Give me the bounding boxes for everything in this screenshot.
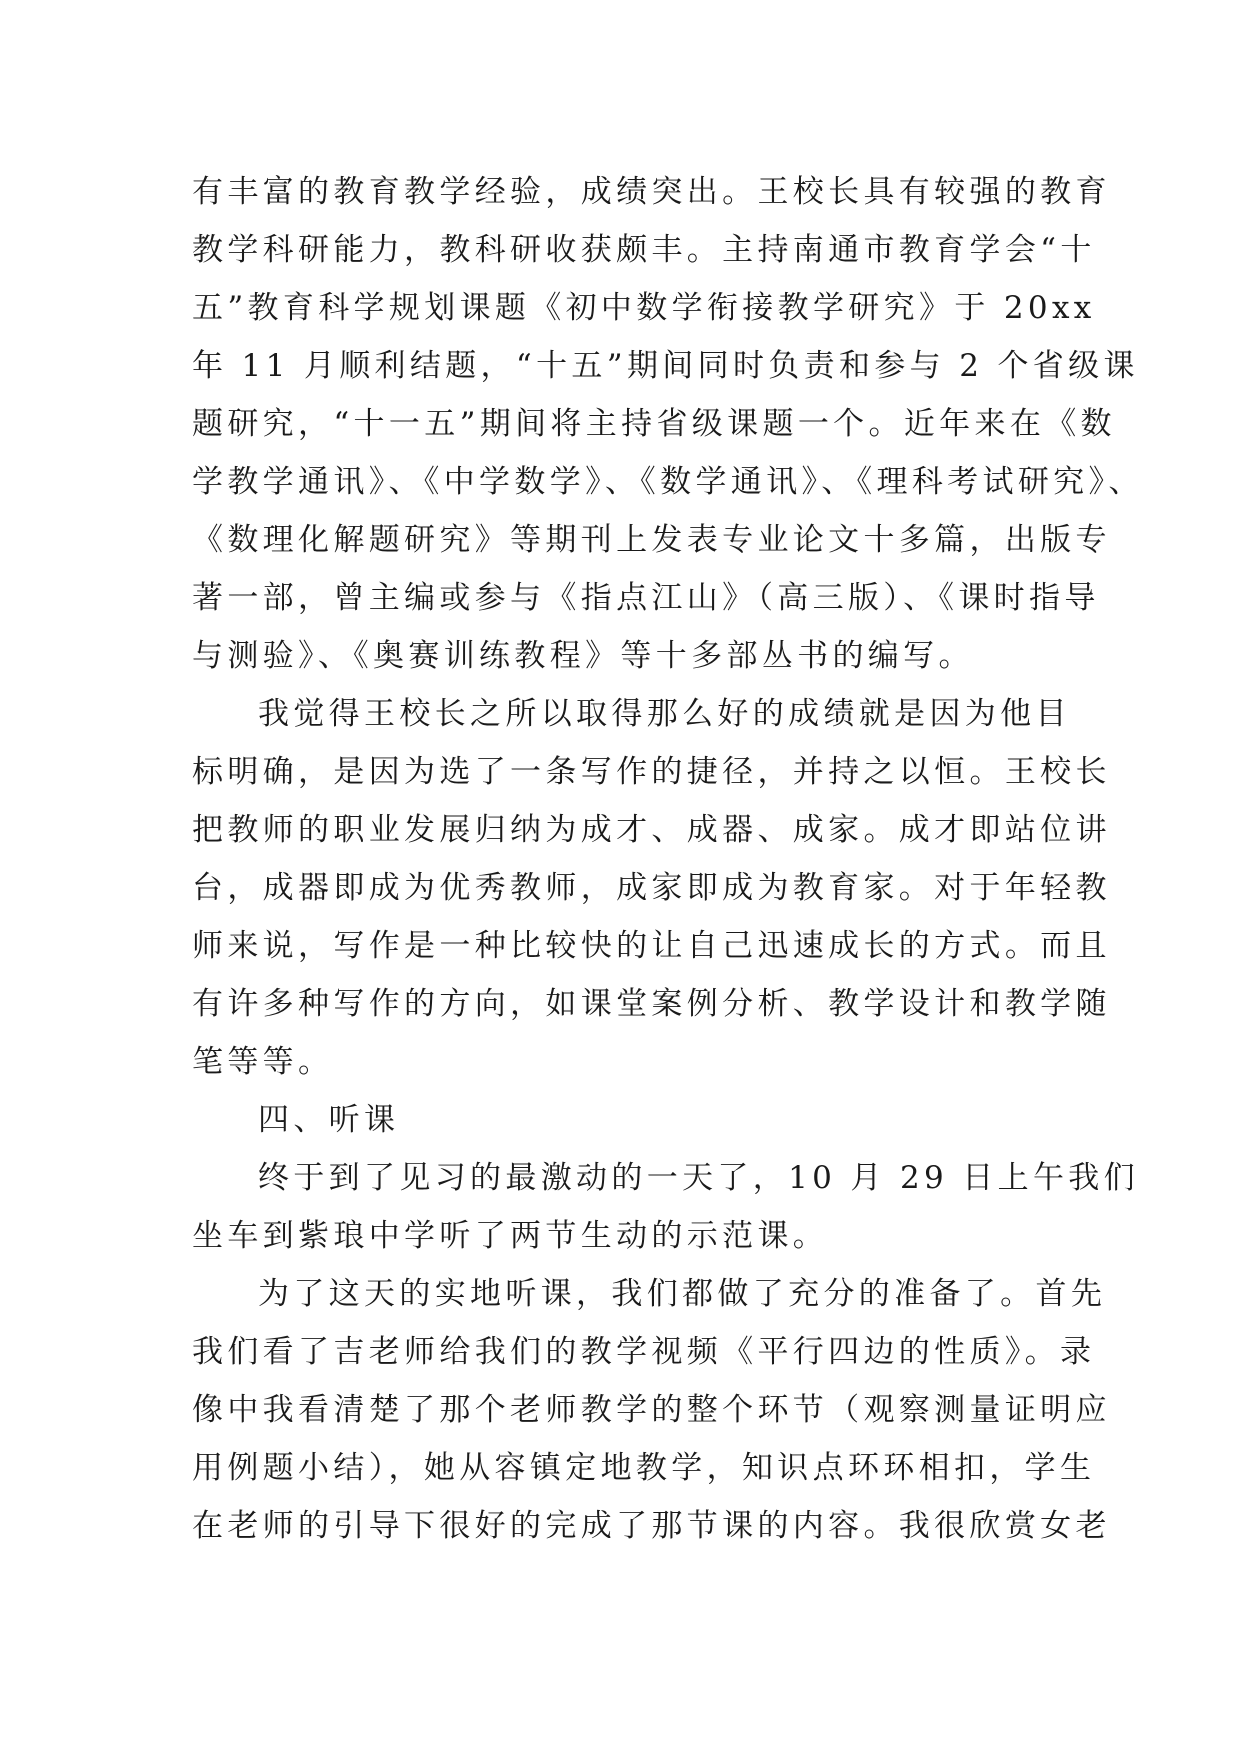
- text-line: 师来说，写作是一种比较快的让自己迅速成长的方式。而且: [192, 928, 1111, 964]
- text-line: 坐车到紫琅中学听了两节生动的示范课。: [192, 1218, 829, 1254]
- text-line: 题研究，“十一五”期间将主持省级课题一个。近年来在《数: [192, 406, 1116, 442]
- text-line: 年 11 月顺利结题，“十五”期间同时负责和参与 2 个省级课: [192, 348, 1139, 384]
- text-line: 有许多种写作的方向，如课堂案例分析、教学设计和教学随: [192, 986, 1111, 1022]
- text-line: 与测验》、《奥赛训练教程》等十多部丛书的编写。: [192, 638, 974, 674]
- text-line: 终于到了见习的最激动的一天了，10 月 29 日上午我们: [258, 1160, 1139, 1196]
- text-line: 有丰富的教育教学经验，成绩突出。王校长具有较强的教育: [192, 174, 1111, 210]
- text-line: 我觉得王校长之所以取得那么好的成绩就是因为他目: [258, 696, 1071, 732]
- text-line: 著一部，曾主编或参与《指点江山》（高三版）、《课时指导: [192, 580, 1100, 616]
- text-line: 像中我看清楚了那个老师教学的整个环节（观察测量证明应: [192, 1392, 1111, 1428]
- text-line: 五”教育科学规划课题《初中数学衔接教学研究》于 20xx: [192, 290, 1096, 326]
- text-line: 《数理化解题研究》等期刊上发表专业论文十多篇，出版专: [192, 522, 1111, 558]
- text-line: 为了这天的实地听课，我们都做了充分的准备了。首先: [258, 1276, 1107, 1312]
- text-line: 教学科研能力，教科研收获颇丰。主持南通市教育学会“十: [192, 232, 1096, 268]
- text-line: 学教学通讯》、《中学数学》、《数学通讯》、《理科考试研究》、: [192, 464, 1144, 500]
- text-line: 用例题小结），她从容镇定地教学，知识点环环相扣，学生: [192, 1450, 1096, 1486]
- section-heading: 四、听课: [258, 1102, 400, 1138]
- text-line: 笔等等。: [192, 1044, 334, 1080]
- body-text: [192, 163, 1144, 1555]
- text-line: 把教师的职业发展归纳为成才、成器、成家。成才即站位讲: [192, 812, 1111, 848]
- text-line: 台，成器即成为优秀教师，成家即成为教育家。对于年轻教: [192, 870, 1111, 906]
- text-line: 标明确，是因为选了一条写作的捷径，并持之以恒。王校长: [192, 754, 1111, 790]
- text-line: 在老师的引导下很好的完成了那节课的内容。我很欣赏女老: [192, 1508, 1111, 1544]
- text-line: 我们看了吉老师给我们的教学视频《平行四边的性质》。录: [192, 1334, 1096, 1370]
